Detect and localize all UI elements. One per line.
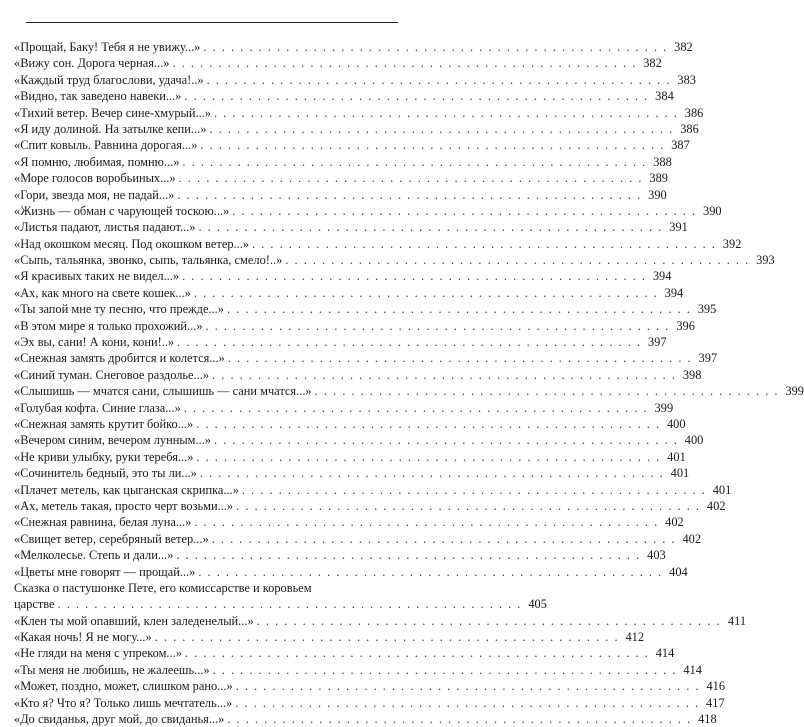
toc-entry xyxy=(14,383,804,399)
toc-entry-page: 418 xyxy=(698,712,717,727)
toc-entry-page: 405 xyxy=(528,597,547,612)
toc-entry-title: «Спит ковыль. Равнина дорогая...» xyxy=(14,138,198,153)
top-rule xyxy=(26,22,398,23)
toc-entry-title: «Ты запой мне ту песню, что прежде...» xyxy=(14,302,224,317)
toc-entry xyxy=(14,465,690,481)
toc-entry-title: «Эх вы, сани! А кони, кони!..» xyxy=(14,335,175,350)
dot-leader: . . . . . . . . . . . . . . . . . . . . . . . . . . . . . . . . . . . . . . . . . . . . . . . . . . . xyxy=(184,89,649,104)
dot-leader: . . . . . . . . . . . . . . . . . . . . . . . . . . . . . . . . . . . . . . . . . . . . . . . . . . . xyxy=(241,482,707,497)
toc-entry-title: «Вижу сон. Дорога черная...» xyxy=(14,56,170,71)
toc-entry-title: «Цветы мне говорят — прощай...» xyxy=(14,564,196,579)
dot-leader: . . . . . . . . . . . . . . . . . . . . . . . . . . . . . . . . . . . . . . . . . . . . . . . . . . . xyxy=(227,351,693,366)
dot-leader: . . . . . . . . . . . . . . . . . . . . . . . . . . . . . . . . . . . . . . . . . . . . . . . . . . . xyxy=(199,466,665,481)
toc-entry xyxy=(14,154,672,170)
toc-entry-page: 390 xyxy=(648,187,667,202)
toc-entry-page: 393 xyxy=(756,253,775,268)
toc-entry-page: 396 xyxy=(676,318,695,333)
toc-entry-page: 391 xyxy=(669,220,688,235)
toc-entry xyxy=(14,170,668,186)
toc-entry-title: «Клен ты мой опавший, клен заледенелый...» xyxy=(14,613,254,628)
toc-entry xyxy=(14,531,702,547)
dot-leader: . . . . . . . . . . . . . . . . . . . . . . . . . . . . . . . . . . . . . . . . . . . . . . . . . . . xyxy=(196,416,661,431)
toc-entry xyxy=(14,285,684,301)
toc-entry-title: «Ах, метель такая, просто черт возьми...» xyxy=(14,498,234,513)
dot-leader: . . . . . . . . . . . . . . . . . . . . . . . . . . . . . . . . . . . . . . . . . . . . . . . . . . . xyxy=(183,400,649,415)
toc-entry xyxy=(14,498,726,514)
dot-leader: . . . . . . . . . . . . . . . . . . . . . . . . . . . . . . . . . . . . . . . . . . . . . . . . . . . xyxy=(213,105,679,120)
dot-leader: . . . . . . . . . . . . . . . . . . . . . . . . . . . . . . . . . . . . . . . . . . . . . . . . . . . xyxy=(227,712,692,727)
toc-entry-page: 397 xyxy=(698,351,718,366)
toc-entry xyxy=(14,88,674,104)
toc-entry-title: «Плачет метель, как цыганская скрипка...» xyxy=(14,482,239,497)
toc-entry-title: «Листья падают, листья падают...» xyxy=(14,220,196,235)
toc-entry-page: 398 xyxy=(682,367,702,382)
dot-leader: . . . . . . . . . . . . . . . . . . . . . . . . . . . . . . . . . . . . . . . . . . . . . . . . . . . xyxy=(177,187,642,202)
dot-leader: . . . . . . . . . . . . . . . . . . . . . . . . . . . . . . . . . . . . . . . . . . . . . . . . . . . xyxy=(226,302,692,317)
toc-entry xyxy=(14,613,747,629)
toc-entry-title: «Прощай, Баку! Тебя я не увижу...» xyxy=(14,40,201,54)
toc-entry-title: «Сыпь, тальянка, звонко, сыпь, тальянка, смело!..» xyxy=(14,253,283,268)
dot-leader: . . . . . . . . . . . . . . . . . . . . . . . . . . . . . . . . . . . . . . . . . . . . . . . . . . . xyxy=(205,318,670,333)
toc-entry-title: «Свищет ветер, серебряный ветер...» xyxy=(14,531,209,546)
toc-entry-title: «Слышишь — мчатся сани, слышишь — сани мчатся...» xyxy=(14,384,312,399)
toc-entry-page: 389 xyxy=(649,171,668,186)
toc-entry-page: 417 xyxy=(706,695,725,710)
toc-entry xyxy=(14,187,667,203)
toc-entry-page: 382 xyxy=(643,56,662,71)
toc-entry xyxy=(14,219,688,235)
toc-entry-page: 401 xyxy=(712,482,732,497)
toc-entry-page: 386 xyxy=(684,105,704,120)
toc-entry-page: 402 xyxy=(665,515,684,530)
dot-leader: . . . . . . . . . . . . . . . . . . . . . . . . . . . . . . . . . . . . . . . . . . . . . . . . . . . xyxy=(182,154,647,169)
toc-entry-title: «Снежная равнина, белая луна...» xyxy=(14,515,192,530)
dot-leader: . . . . . . . . . . . . . . . . . . . . . . . . . . . . . . . . . . . . . . . . . . . . . . . . . . . xyxy=(314,384,779,399)
toc-entry xyxy=(14,236,742,252)
toc-entry-title-continued: царстве xyxy=(14,597,55,612)
toc-entry xyxy=(14,367,702,383)
toc-entry-title: «Жизнь — обман с чарующей тоскою...» xyxy=(14,203,230,218)
toc-entry-title: «Гори, звезда моя, не падай...» xyxy=(14,187,175,202)
toc-entry-title: «Синий туман. Снеговое раздолье...» xyxy=(14,367,210,382)
dot-leader: . . . . . . . . . . . . . . . . . . . . . . . . . . . . . . . . . . . . . . . . . . . . . . . . . . . xyxy=(154,630,620,645)
toc-entry-page: 402 xyxy=(706,498,726,513)
toc-entry-page: 392 xyxy=(722,236,742,251)
dot-leader: . . . . . . . . . . . . . . . . . . . . . . . . . . . . . . . . . . . . . . . . . . . . . . . . . . . xyxy=(200,138,665,153)
toc-entry xyxy=(14,678,726,694)
toc-entry xyxy=(14,547,666,563)
toc-entry xyxy=(14,72,696,88)
toc-entry-page: 394 xyxy=(652,269,672,284)
toc-entry-page: 401 xyxy=(667,449,686,464)
toc-entry-title: «Я красивых таких не видел...» xyxy=(14,269,180,284)
toc-entry-page: 402 xyxy=(682,531,702,546)
toc-entry xyxy=(14,105,704,121)
toc-entry xyxy=(14,514,684,530)
toc-entry xyxy=(14,252,775,268)
toc-entry xyxy=(14,695,725,711)
toc-entry-page: 390 xyxy=(703,203,722,218)
toc-entry-title: «Снежная замять крутит бойко...» xyxy=(14,416,194,431)
toc-entry-page: 400 xyxy=(666,416,686,431)
dot-leader: . . . . . . . . . . . . . . . . . . . . . . . . . . . . . . . . . . . . . . . . . . . . . . . . . . . xyxy=(235,679,701,694)
toc-entry xyxy=(14,301,717,317)
toc-entry-title: Сказка о пастушонке Пете, его комиссарстве и коровьем xyxy=(14,580,312,595)
dot-leader: . . . . . . . . . . . . . . . . . . . . . . . . . . . . . . . . . . . . . . . . . . . . . . . . . . . xyxy=(184,646,650,661)
toc-entry-page: 386 xyxy=(680,121,699,136)
toc-entry xyxy=(14,629,645,645)
dot-leader: . . . . . . . . . . . . . . . . . . . . . . . . . . . . . . . . . . . . . . . . . . . . . . . . . . . xyxy=(212,662,677,677)
dot-leader: . . . . . . . . . . . . . . . . . . . . . . . . . . . . . . . . . . . . . . . . . . . . . . . . . . . xyxy=(236,498,701,513)
toc-entry-title: «Ты меня не любишь, не жалеешь...» xyxy=(14,662,210,677)
toc-entry-page: 414 xyxy=(683,662,702,677)
toc-entry xyxy=(14,449,686,465)
toc-entry-page: 400 xyxy=(684,433,704,448)
toc-entry-page: 401 xyxy=(670,466,690,481)
toc-entry-page: 399 xyxy=(785,384,804,399)
dot-leader: . . . . . . . . . . . . . . . . . . . . . . . . . . . . . . . . . . . . . . . . . . . . . . . . . . . xyxy=(194,515,659,530)
toc-entry-page: 399 xyxy=(654,400,674,415)
toc-entry-page: 416 xyxy=(706,679,726,694)
toc-entry xyxy=(14,432,704,448)
toc-entry xyxy=(14,416,686,432)
dot-leader: . . . . . . . . . . . . . . . . . . . . . . . . . . . . . . . . . . . . . . . . . . . . . . . . . . . xyxy=(285,253,750,268)
toc-entry-title: «Снежная замять дробится и колется...» xyxy=(14,351,225,366)
toc-entry-page: 388 xyxy=(653,154,672,169)
toc-entry-title: «Не криви улыбку, руки теребя...» xyxy=(14,449,194,464)
toc-entry xyxy=(14,137,690,153)
toc-entry-page: 383 xyxy=(677,72,696,87)
dot-leader: . . . . . . . . . . . . . . . . . . . . . . . . . . . . . . . . . . . . . . . . . . . . . . . . . . . xyxy=(203,40,668,54)
dot-leader: . . . . . . . . . . . . . . . . . . . . . . . . . . . . . . . . . . . . . . . . . . . . . . . . . . . xyxy=(252,236,717,251)
dot-leader: . . . . . . . . . . . . . . . . . . . . . . . . . . . . . . . . . . . . . . . . . . . . . . . . . . . xyxy=(232,203,697,218)
dot-leader: . . . . . . . . . . . . . . . . . . . . . . . . . . . . . . . . . . . . . . . . . . . . . . . . . . . xyxy=(196,449,661,464)
toc-entry-title: «Я иду долиной. На затылке кепи...» xyxy=(14,121,207,136)
dot-leader: . . . . . . . . . . . . . . . . . . . . . . . . . . . . . . . . . . . . . . . . . . . . . . . . . . . xyxy=(256,613,722,628)
toc-entry-title: «Кто я? Что я? Только лишь мечтатель...» xyxy=(14,695,233,710)
toc-entry-title: «Вечером синим, вечером лунным...» xyxy=(14,433,211,448)
toc-entry xyxy=(14,203,722,219)
dot-leader: . . . . . . . . . . . . . . . . . . . . . . . . . . . . . . . . . . . . . . . . . . . . . . . . . . . xyxy=(182,269,647,284)
dot-leader: . . . . . . . . . . . . . . . . . . . . . . . . . . . . . . . . . . . . . . . . . . . . . . . . . . . xyxy=(57,597,522,612)
toc-entry-title: «Я помню, любимая, помню...» xyxy=(14,154,180,169)
toc-entry-page: 404 xyxy=(669,564,688,579)
toc-entry xyxy=(14,55,662,71)
toc-entry xyxy=(14,400,674,416)
toc-entry-title: «Море голосов воробьиных...» xyxy=(14,171,176,186)
dot-leader: . . . . . . . . . . . . . . . . . . . . . . . . . . . . . . . . . . . . . . . . . . . . . . . . . . . xyxy=(177,335,642,350)
toc-entry-title: «Мелколесье. Степь и дали...» xyxy=(14,548,174,563)
toc-entry-title: «Голубая кофта. Синие глаза...» xyxy=(14,400,181,415)
toc-entry-title: «Сочинитель бедный, это ты ли...» xyxy=(14,466,197,481)
toc-entry xyxy=(14,350,718,366)
toc-entry xyxy=(14,334,667,350)
dot-leader: . . . . . . . . . . . . . . . . . . . . . . . . . . . . . . . . . . . . . . . . . . . . . . . . . . . xyxy=(214,433,679,448)
dot-leader: . . . . . . . . . . . . . . . . . . . . . . . . . . . . . . . . . . . . . . . . . . . . . . . . . . . xyxy=(211,531,677,546)
toc-entry-title: «До свиданья, друг мой, до свиданья...» xyxy=(14,712,225,727)
toc-entry xyxy=(14,580,547,613)
toc-entry xyxy=(14,121,699,137)
toc-entry-title: «Ах, как много на свете кошек...» xyxy=(14,285,191,300)
dot-leader: . . . . . . . . . . . . . . . . . . . . . . . . . . . . . . . . . . . . . . . . . . . . . . . . . . . xyxy=(193,285,659,300)
toc-entry-page: 403 xyxy=(647,548,666,563)
toc-entry xyxy=(14,482,732,498)
toc-entry xyxy=(14,268,672,284)
toc-entry xyxy=(14,645,675,661)
toc-entry xyxy=(14,318,695,334)
toc-entry-page: 382 xyxy=(674,40,693,54)
toc-entry-title: «Каждый труд благослови, удача!..» xyxy=(14,72,204,87)
toc-entry-title: «Может, поздно, может, слишком рано...» xyxy=(14,679,233,694)
dot-leader: . . . . . . . . . . . . . . . . . . . . . . . . . . . . . . . . . . . . . . . . . . . . . . . . . . . xyxy=(206,72,671,87)
dot-leader: . . . . . . . . . . . . . . . . . . . . . . . . . . . . . . . . . . . . . . . . . . . . . . . . . . . xyxy=(172,56,637,71)
toc-entry xyxy=(14,711,717,727)
toc-entry-title: «В этом мире я только прохожий...» xyxy=(14,318,203,333)
toc-entry-title: «Не гляди на меня с упреком...» xyxy=(14,646,182,661)
table-of-contents xyxy=(14,39,804,727)
toc-entry-page: 411 xyxy=(727,613,747,628)
toc-entry-title: «Какая ночь! Я не могу...» xyxy=(14,630,152,645)
dot-leader: . . . . . . . . . . . . . . . . . . . . . . . . . . . . . . . . . . . . . . . . . . . . . . . . . . . xyxy=(176,548,641,563)
toc-entry-title: «Над окошком месяц. Под окошком ветер...» xyxy=(14,236,250,251)
toc-entry-title: «Видно, так заведено навеки...» xyxy=(14,89,182,104)
toc-entry xyxy=(14,564,688,580)
dot-leader: . . . . . . . . . . . . . . . . . . . . . . . . . . . . . . . . . . . . . . . . . . . . . . . . . . . xyxy=(178,171,643,186)
dot-leader: . . . . . . . . . . . . . . . . . . . . . . . . . . . . . . . . . . . . . . . . . . . . . . . . . . . xyxy=(198,220,663,235)
dot-leader: . . . . . . . . . . . . . . . . . . . . . . . . . . . . . . . . . . . . . . . . . . . . . . . . . . . xyxy=(235,695,700,710)
toc-entry-page: 394 xyxy=(664,285,684,300)
toc-entry xyxy=(14,39,693,55)
toc-entry-title: «Тихий ветер. Вечер сине-хмурый...» xyxy=(14,105,211,120)
dot-leader: . . . . . . . . . . . . . . . . . . . . . . . . . . . . . . . . . . . . . . . . . . . . . . . . . . . xyxy=(198,564,663,579)
dot-leader: . . . . . . . . . . . . . . . . . . . . . . . . . . . . . . . . . . . . . . . . . . . . . . . . . . . xyxy=(209,121,674,136)
toc-entry-page: 395 xyxy=(697,302,717,317)
toc-entry-page: 414 xyxy=(655,646,675,661)
dot-leader: . . . . . . . . . . . . . . . . . . . . . . . . . . . . . . . . . . . . . . . . . . . . . . . . . . . xyxy=(212,367,677,382)
toc-entry-page: 384 xyxy=(655,89,674,104)
toc-entry xyxy=(14,662,702,678)
toc-entry-page: 412 xyxy=(625,630,645,645)
toc-entry-page: 397 xyxy=(647,335,667,350)
toc-entry-page: 387 xyxy=(671,138,690,153)
